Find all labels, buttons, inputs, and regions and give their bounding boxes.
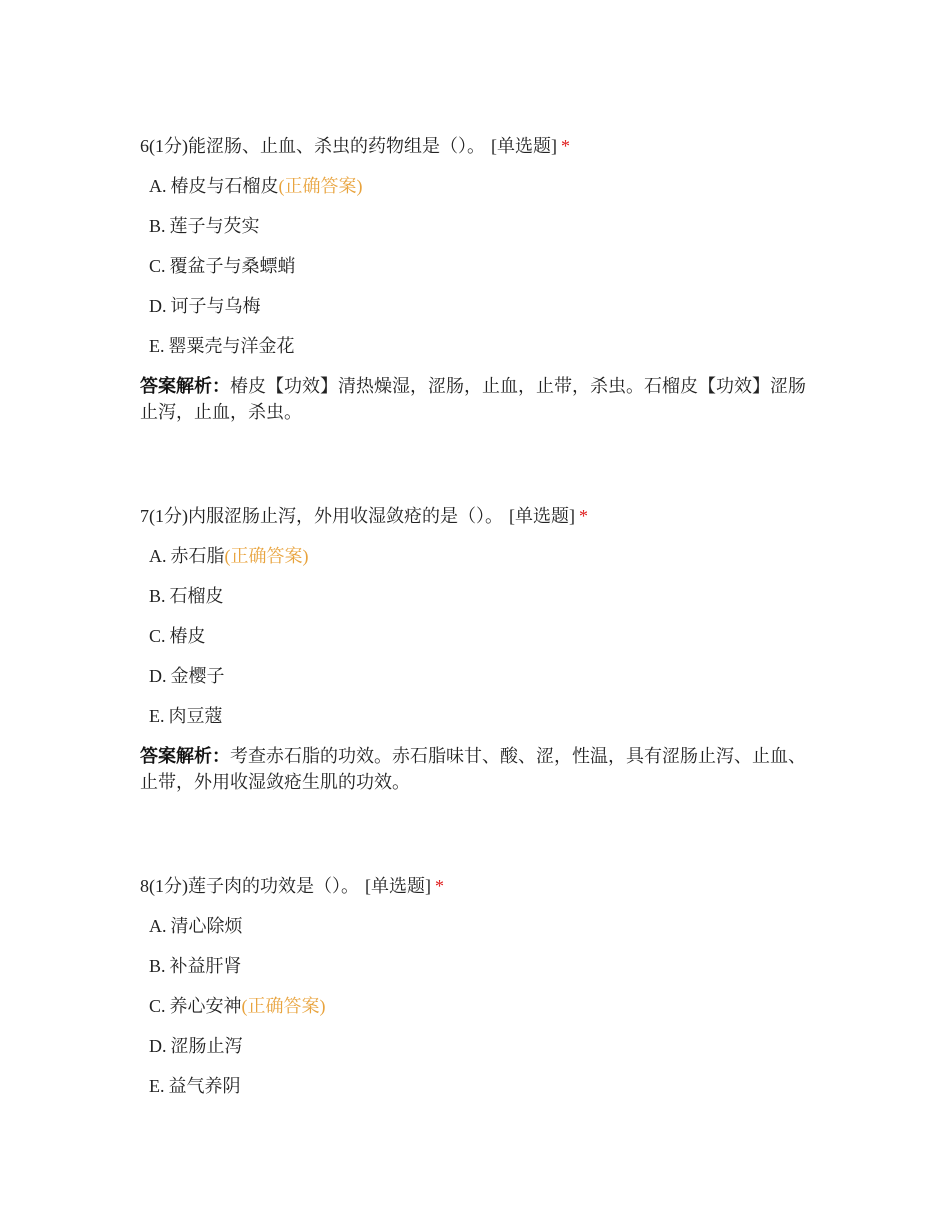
question-list [140,133,820,1113]
option-letter: A. [149,176,167,196]
option-letter: E. [149,336,165,356]
option-text: 涩肠止泻 [170,1036,243,1056]
option-text: 椿皮与石榴皮 [170,176,279,196]
option-text: 养心安神 [169,996,242,1016]
option-letter: C. [149,626,166,646]
question-text: 7(1分)内服涩肠止泻，外用收湿敛疮的是（）。 [140,506,503,526]
option-text: 肉豆蔻 [168,706,223,726]
option-letter: A. [149,916,167,936]
option-letter: E. [149,1076,165,1096]
correct-answer-mark: (正确答案) [241,996,326,1016]
option-text: 诃子与乌梅 [170,296,261,316]
option-b [149,583,820,609]
question-7 [140,503,820,795]
question-8 [140,873,820,1099]
question-type: [单选题] [491,136,557,156]
answer-analysis [140,743,820,795]
question-text: 8(1分)莲子肉的功效是（）。 [140,876,359,896]
option-letter: B. [149,586,166,606]
option-letter: D. [149,1036,167,1056]
required-star: * [435,876,444,896]
option-text: 覆盆子与桑螵蛸 [169,256,296,276]
analysis-label: 答案解析： [140,746,230,766]
question-type: [单选题] [509,506,575,526]
analysis-label: 答案解析： [140,376,230,396]
option-text: 莲子与芡实 [169,216,260,236]
option-text: 清心除烦 [170,916,243,936]
option-letter: E. [149,706,165,726]
analysis-text: 椿皮【功效】清热燥湿，涩肠，止血，止带，杀虫。石榴皮【功效】涩肠止泻，止血，杀虫。 [140,376,806,422]
option-letter: B. [149,216,166,236]
required-star: * [579,506,588,526]
analysis-text: 考查赤石脂的功效。赤石脂味甘、酸、涩，性温，具有涩肠止泻、止血、止带，外用收湿敛疮生肌的功效。 [140,746,806,792]
option-d [149,1033,820,1059]
option-e [149,333,820,359]
option-letter: B. [149,956,166,976]
correct-answer-mark: (正确答案) [224,546,309,566]
option-a [149,543,820,569]
option-text: 金樱子 [170,666,225,686]
question-text: 6(1分)能涩肠、止血、杀虫的药物组是（）。 [140,136,485,156]
option-b [149,213,820,239]
option-a [149,913,820,939]
option-text: 石榴皮 [169,586,224,606]
option-letter: C. [149,256,166,276]
answer-analysis [140,373,820,425]
option-letter: D. [149,296,167,316]
option-text: 赤石脂 [170,546,225,566]
option-c [149,253,820,279]
option-e [149,1073,820,1099]
option-c [149,623,820,649]
correct-answer-mark: (正确答案) [278,176,363,196]
question-6 [140,133,820,425]
option-d [149,293,820,319]
option-text: 罂粟壳与洋金花 [168,336,295,356]
option-text: 椿皮 [169,626,206,646]
option-b [149,953,820,979]
question-type: [单选题] [365,876,431,896]
question-title [140,873,820,899]
option-text: 益气养阴 [168,1076,241,1096]
required-star: * [561,136,570,156]
option-a [149,173,820,199]
option-d [149,663,820,689]
option-text: 补益肝肾 [169,956,242,976]
option-letter: C. [149,996,166,1016]
option-letter: A. [149,546,167,566]
option-c [149,993,820,1019]
question-title [140,503,820,529]
option-letter: D. [149,666,167,686]
option-e [149,703,820,729]
question-title [140,133,820,159]
